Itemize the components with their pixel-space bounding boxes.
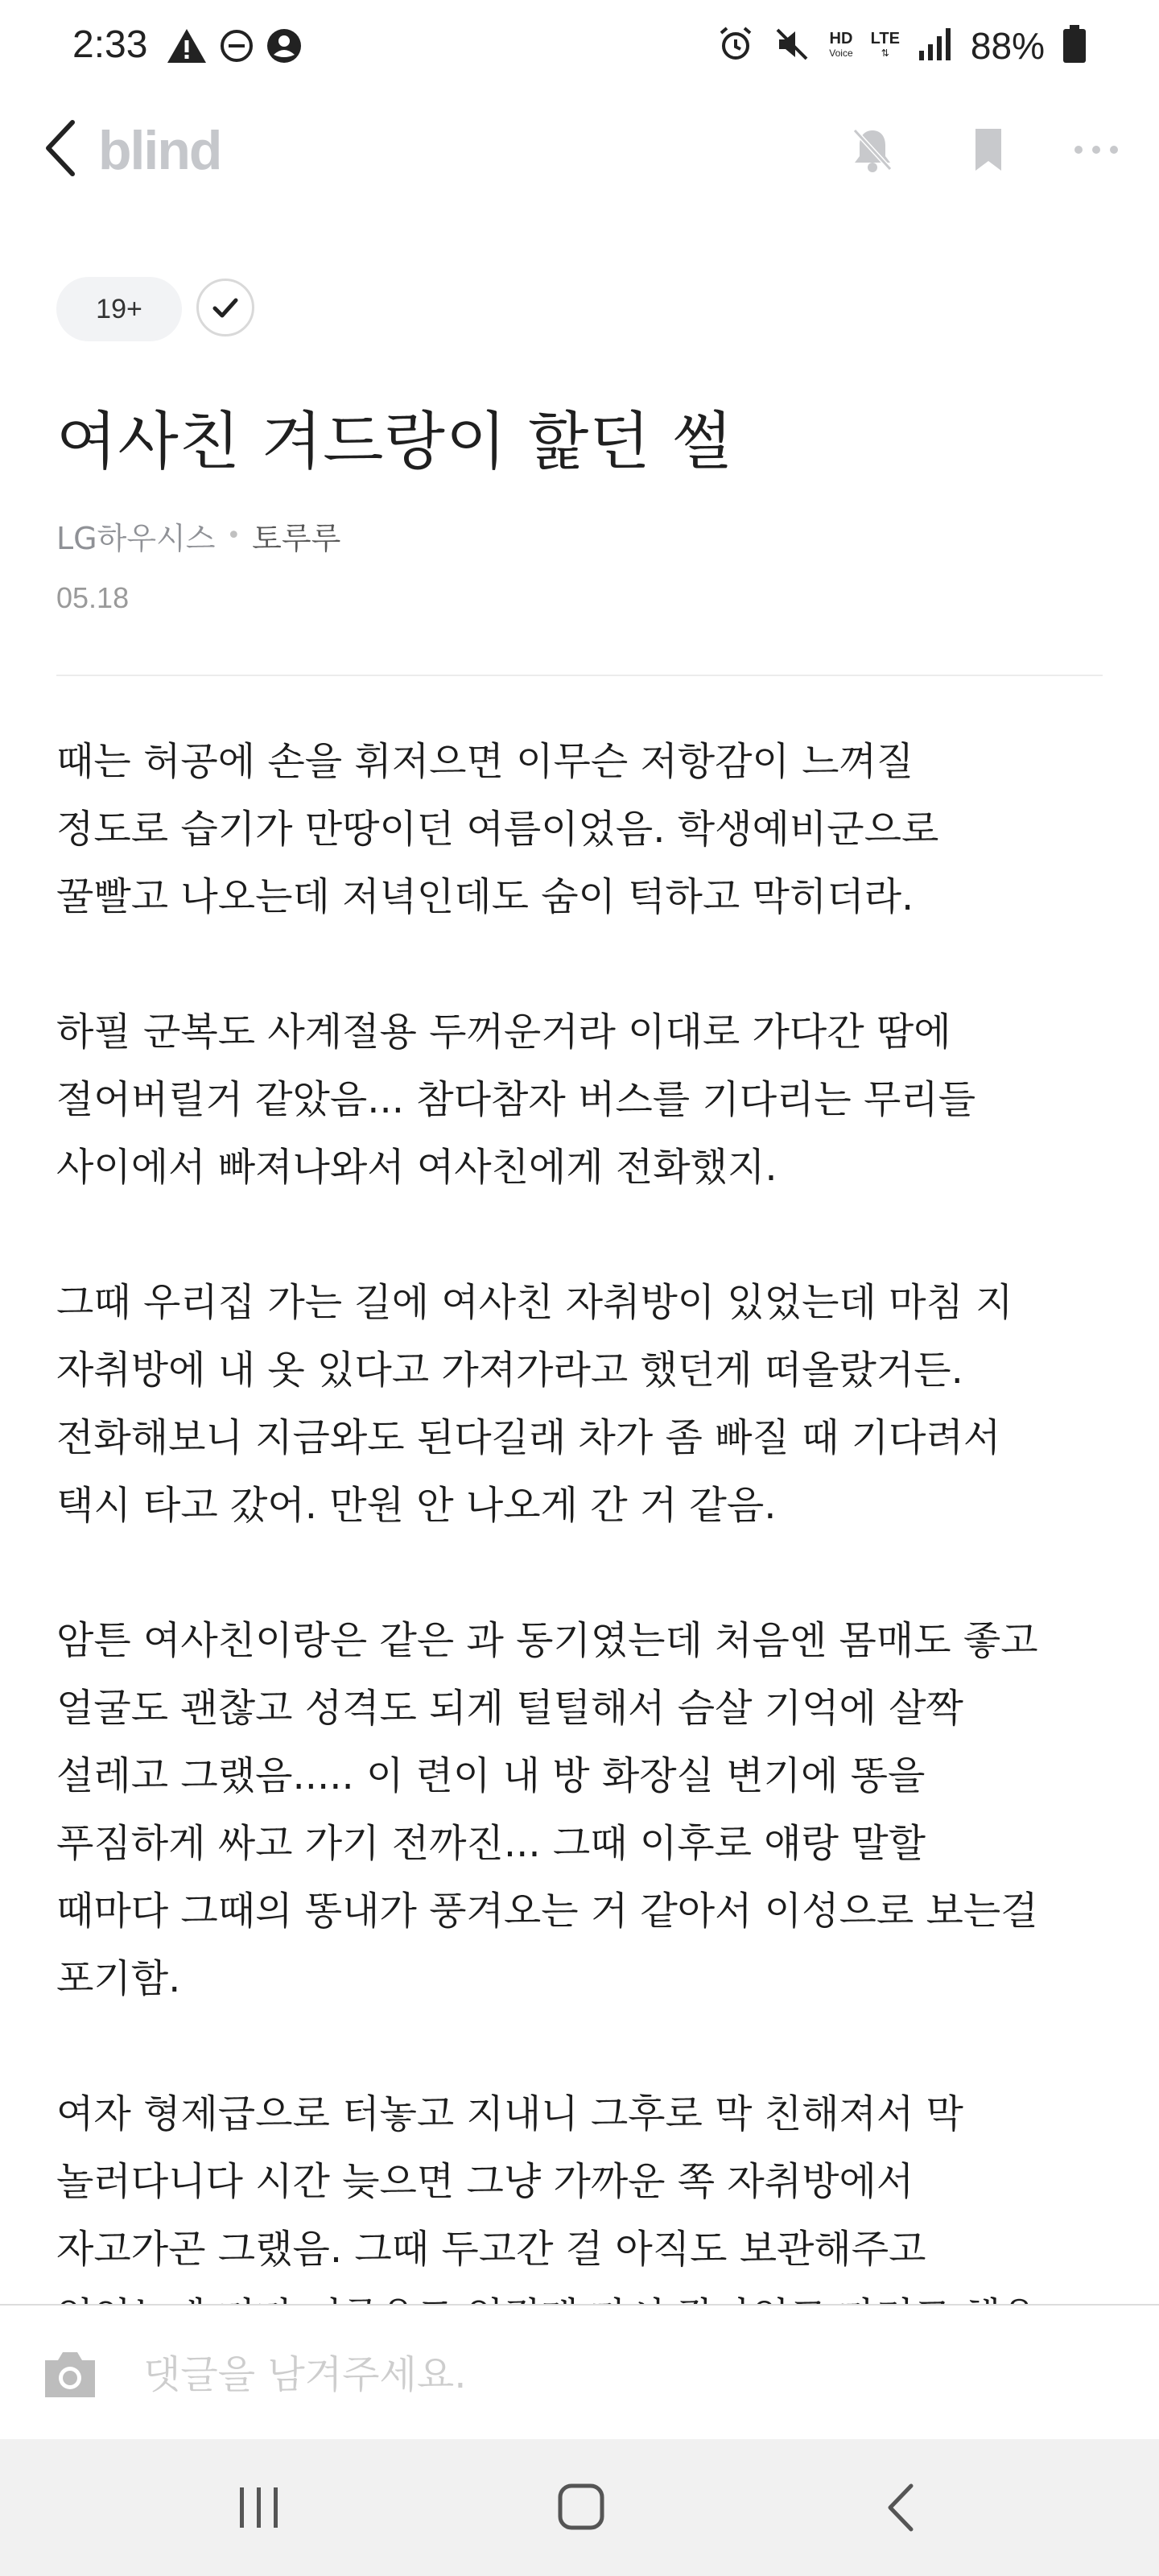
post-paragraph: 하필 군복도 사계절용 두꺼운거라 이대로 가다간 땀에 절어버릴거 같았음... 참다참자 버스를 기다리는 무리들 사이에서 빠져나와서 여사친에게 전화했지. [56,1009,976,1190]
post-body [56,728,1111,2302]
alarm-icon [716,25,755,67]
signal-icon [918,27,953,65]
home-button[interactable] [549,2479,613,2536]
status-left-icons [166,27,303,68]
comment-input[interactable] [142,2338,1111,2412]
app-header [0,100,1159,196]
home-icon [549,2479,613,2536]
camera-icon [40,2349,100,2401]
post-title: 여사친 겨드랑이 핥던 썰 [56,406,733,478]
account-icon [266,27,303,68]
meta-separator: • [226,522,241,550]
notification-off-button[interactable] [847,124,898,175]
mute-icon [773,25,811,67]
battery-icon [1062,25,1087,67]
bookmark-button[interactable] [963,124,1014,175]
recent-apps-icon [227,2479,291,2536]
post-paragraph: 암튼 여사친이랑은 같은 과 동기였는데 처음엔 몸매도 좋고 얼굴도 괜찮고 성격도 되게 털털해서 슴살 기억에 살짝 설레고 그랬음..... 이 련이 내 방 화장실 변기에 똥을 푸짐하게 싸고 가기 전까진... 그때 이후로 얘랑 말할 때마다 그때의 똥내가 풍겨오는 거 같아서 이성으로 보는걸 포기함. [56,1618,1038,2001]
check-icon [199,281,252,334]
do-not-disturb-icon [219,28,254,67]
back-nav-icon [871,2479,935,2536]
brand-logo: blind [98,120,221,181]
back-nav-button[interactable] [871,2479,935,2536]
post-date: 05.18 [56,581,130,614]
back-icon [39,118,87,179]
bookmark-icon [963,124,1014,175]
post-paragraph: 여자 형제급으로 터놓고 지내니 그후로 막 친해져서 막 놀러다니다 시간 늦으면 그냥 가까운 쪽 자취방에서 자고가곤 그랬음. 그때 두고간 걸 아직도 보관해주고 [56,2091,963,2272]
hd-voice-icon: HD Voice [829,30,853,59]
age-restriction-badge: 19+ [56,277,182,341]
comment-bar [0,2304,1159,2441]
system-nav-bar [0,2439,1159,2576]
more-icon [1070,124,1122,175]
more-options-button[interactable] [1070,124,1122,175]
post-paragraph: 그때 우리집 가는 길에 여사친 자취방이 있었는데 마침 지 자취방에 내 옷 있다고 가져가라고 했던게 떠올랐거든. 전화해보니 지금와도 된다길래 차가 좀 빠질 때 기다려서 택시 타고 갔어. 만원 안 나오게 간 거 같음. [56,1280,1013,1528]
attach-photo-button[interactable] [40,2349,100,2401]
warning-icon [166,27,208,68]
author-company-link[interactable]: LG하우시스 [56,521,216,556]
divider [56,675,1103,676]
status-right-icons [716,24,1087,68]
lte-icon: LTE ⇅ [870,30,900,59]
status-bar [0,0,1159,100]
back-button[interactable] [39,118,87,179]
author-nickname: 토루루 [252,521,341,556]
status-time: 2:33 [72,23,148,66]
bell-off-icon [847,124,898,175]
verified-check-button[interactable] [196,279,254,336]
post-paragraph: 때는 허공에 손을 휘저으면 이무슨 저항감이 느껴질 정도로 습기가 만땅이던 여름이었음. 학생예비군으로 꿀빨고 나오는데 저녁인데도 숨이 턱하고 막히더라. [56,739,939,919]
battery-percent: 88% [970,25,1045,67]
recent-apps-button[interactable] [227,2479,291,2536]
post-author-line [56,514,340,558]
